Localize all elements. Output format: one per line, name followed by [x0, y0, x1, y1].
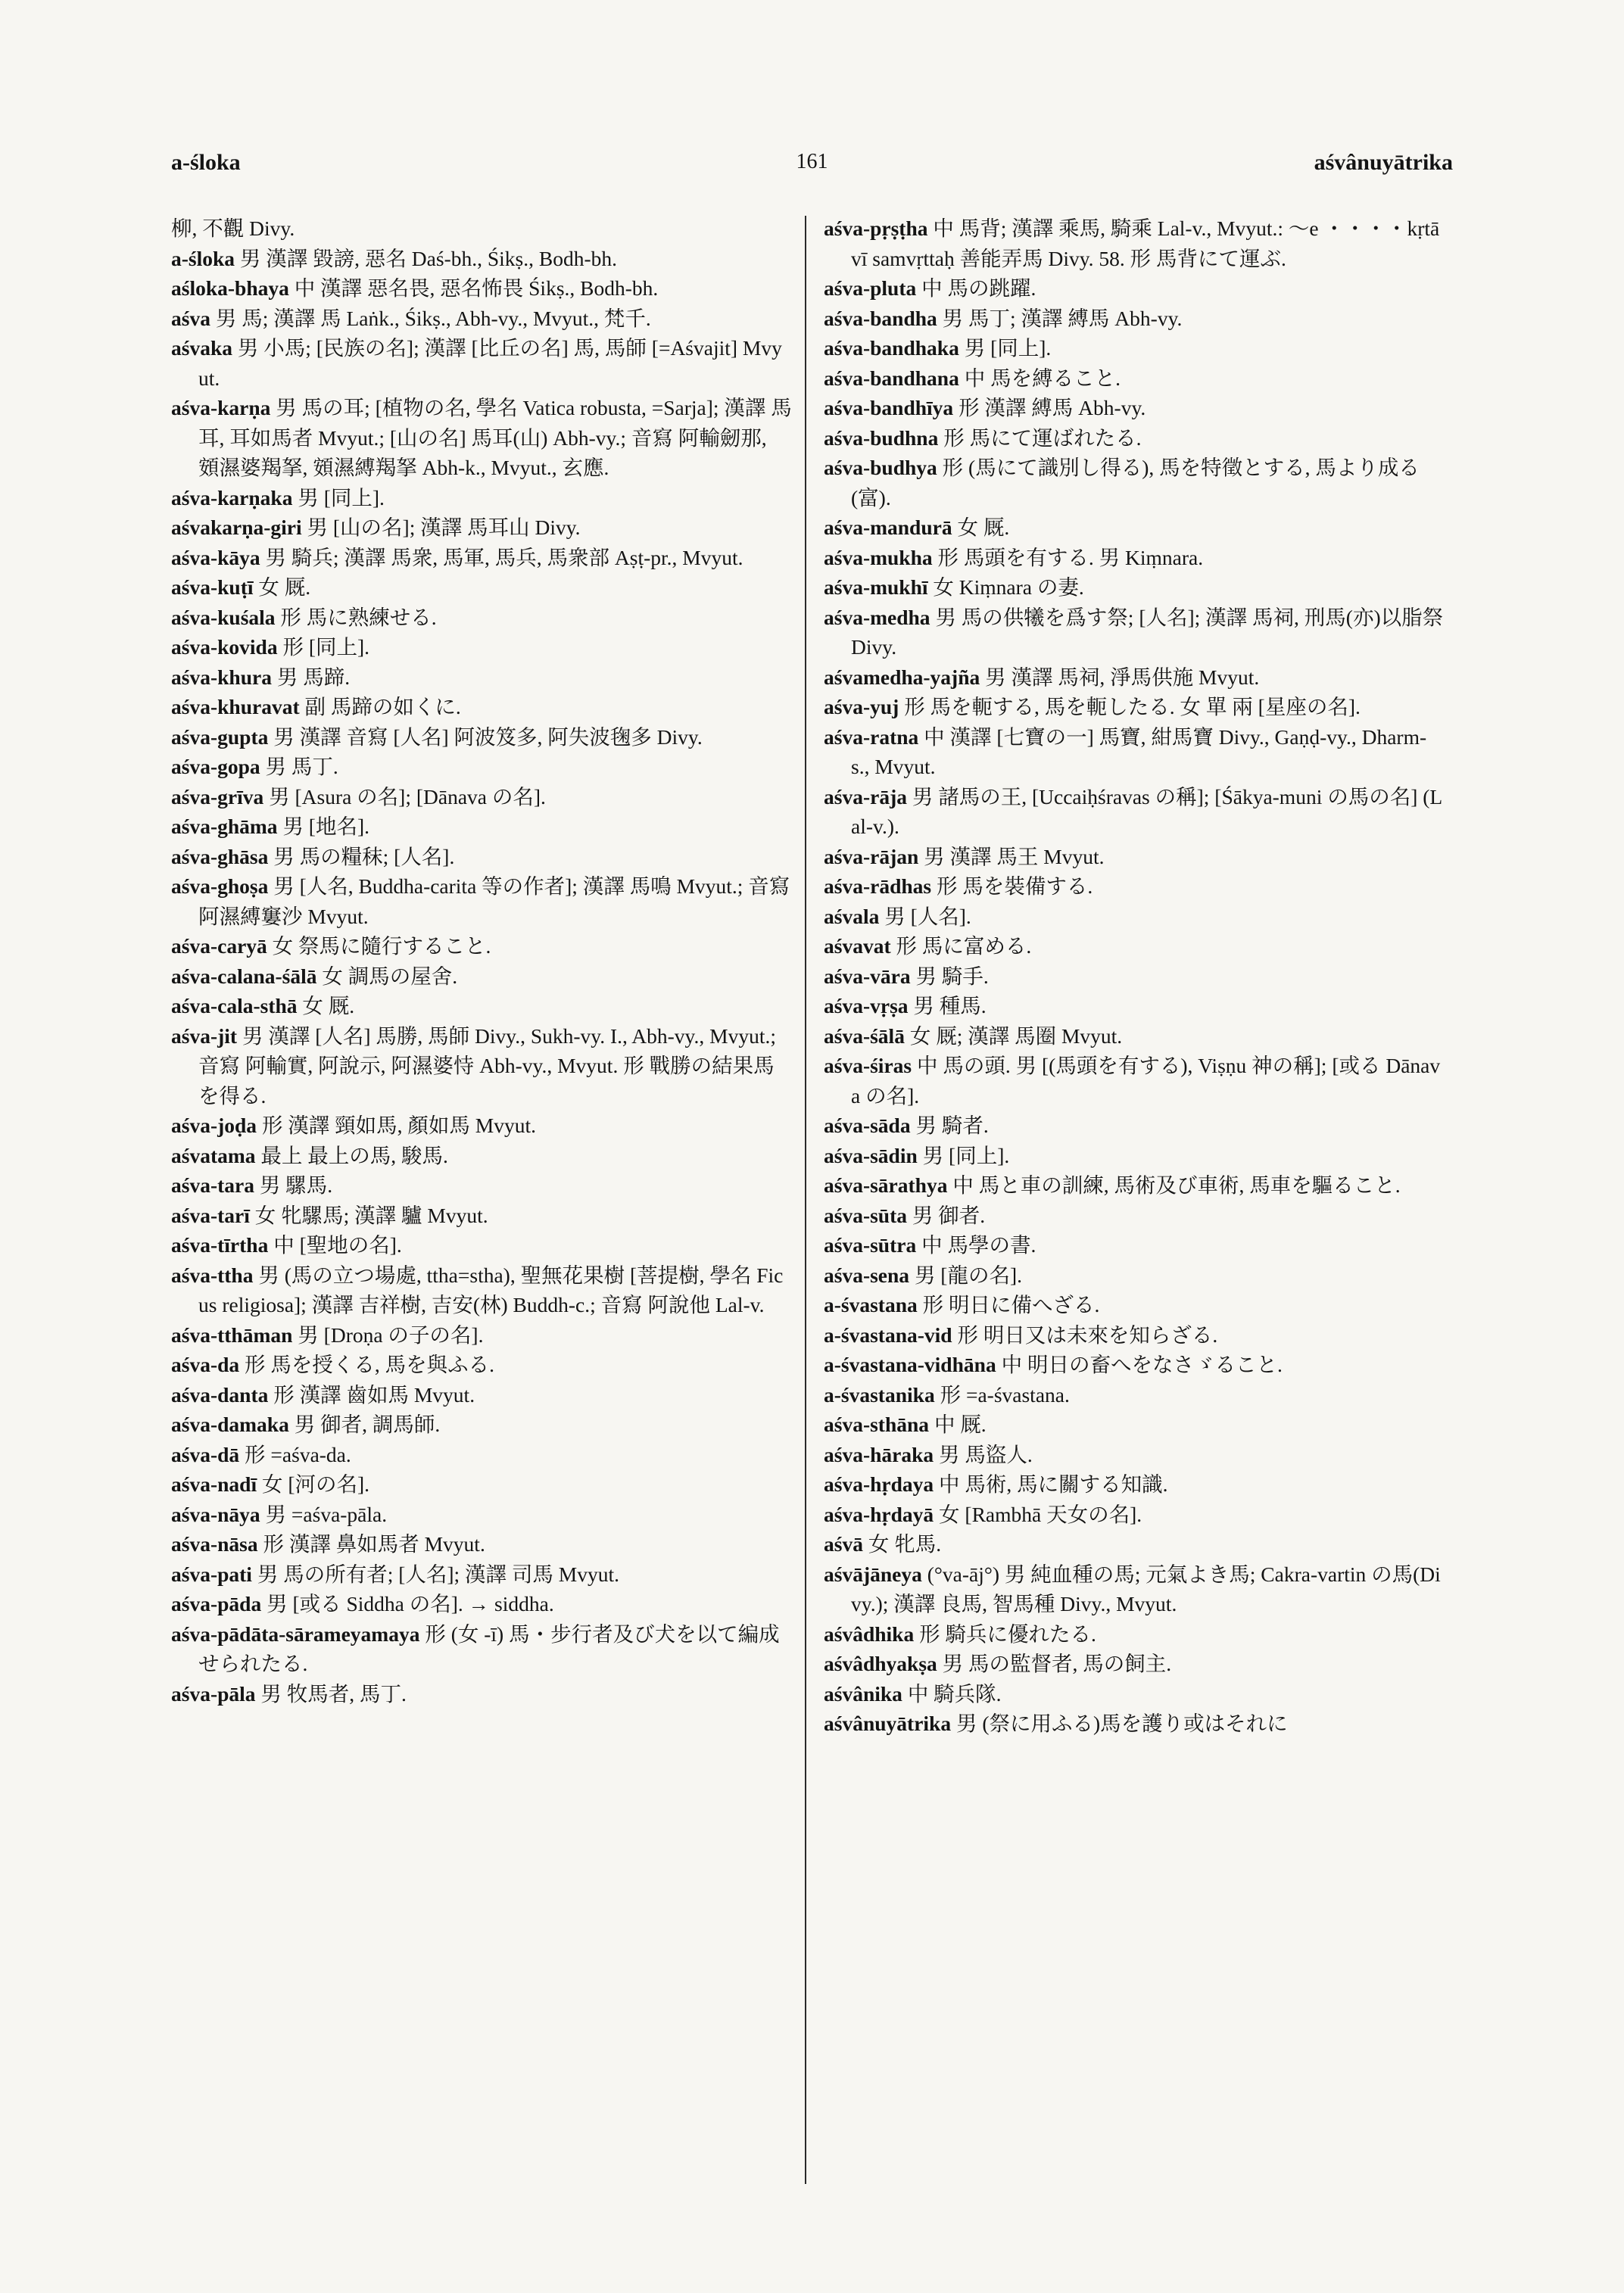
- definition: 男 騾馬.: [259, 1173, 333, 1197]
- headword: a-śvastana: [824, 1293, 918, 1316]
- headword: aśva-pāda: [171, 1592, 262, 1615]
- headword: aśva-rājan: [824, 844, 919, 868]
- dictionary-entry: [824, 453, 1445, 512]
- headword: aśva-nāsa: [171, 1532, 258, 1556]
- headword: aśva-sārathya: [824, 1173, 948, 1197]
- dictionary-entry: [824, 1440, 1445, 1470]
- definition: 男 [Asura の名]; [Dānava の名].: [269, 784, 546, 808]
- headword: aśvâdhyakṣa: [824, 1652, 937, 1675]
- headword: aśva: [171, 306, 210, 330]
- headword: aśva-bandhana: [824, 366, 959, 390]
- definition: 男 馬盜人.: [939, 1442, 1033, 1466]
- headword: aśvā: [824, 1532, 863, 1556]
- headword: aśva-hāraka: [824, 1442, 934, 1466]
- definition: 形 (馬にて識別し得る), 馬を特徵とする, 馬より成る(富).: [851, 456, 1420, 509]
- definition: 男 (馬の立つ場處, ttha=stha), 聖無花果樹 [菩提樹, 學名 Ficus religiosa]; 漢譯 吉祥樹, 吉安(林) Buddh-c.; 音寫 阿說他 Lal-v.: [198, 1263, 784, 1316]
- definition: 形 騎兵に優れたる.: [919, 1622, 1096, 1646]
- headword: aśva-kovida: [171, 635, 278, 659]
- headword: aśva-bandhaka: [824, 336, 959, 360]
- definition: 男 騎者.: [915, 1114, 989, 1137]
- headword: aśva-bandha: [824, 306, 937, 330]
- headword: aśva-sthāna: [824, 1413, 930, 1436]
- headword: aśva-vṛṣa: [824, 994, 909, 1017]
- definition: 男 漢譯 馬祠, 淨馬供施 Mvyut.: [985, 665, 1260, 689]
- dictionary-entry: [824, 1170, 1445, 1201]
- dictionary-entry: [171, 1170, 792, 1201]
- dictionary-entry: [824, 1649, 1445, 1679]
- dictionary-entry: [824, 1619, 1445, 1650]
- headword: aśloka-bhaya: [171, 276, 289, 300]
- definition: 男 馬の供犧を爲す祭; [人名]; 漢譯 馬祠, 刑馬(亦)以脂祭 Divy.: [851, 605, 1444, 659]
- dictionary-entry: [824, 1320, 1445, 1351]
- headword: aśva-hṛdaya: [824, 1472, 934, 1496]
- dictionary-entry: [824, 1021, 1445, 1051]
- definition: 中 馬學の書.: [921, 1233, 1036, 1257]
- dictionary-entry: [171, 1320, 792, 1351]
- definition: 形 [同上].: [282, 635, 370, 659]
- headword: aśva-ghāsa: [171, 844, 269, 868]
- definition: 男 御者, 調馬師.: [294, 1413, 441, 1436]
- definition: 形 馬を授くる, 馬を與ふる.: [245, 1353, 495, 1376]
- headword: aśvatama: [171, 1143, 256, 1167]
- definition: 男 諸馬の王, [Uccaiḥśravas の稱]; [Śākya-muni の馬の名] (Lal-v.).: [851, 784, 1443, 838]
- definition: 男 漢譯 [人名] 馬勝, 馬師 Divy., Sukh-vy. I., Abh-vy., Mvyut.; 音寫 阿輸實, 阿說示, 阿濕婆恃 Abh-vy., Mvyut. 形 戰勝の結果馬を得る.: [198, 1023, 777, 1108]
- dictionary-entry: [171, 931, 792, 961]
- headword: aśva-ttha: [171, 1263, 254, 1287]
- definition: 中 馬と車の訓練, 馬術及び車術, 馬車を驅ること.: [952, 1173, 1401, 1197]
- headword: aśva-budhna: [824, 425, 939, 450]
- dictionary-entry: [824, 662, 1445, 693]
- definition: 形 明日又は未來を知らざる.: [957, 1323, 1218, 1347]
- headword: aśva-nāya: [171, 1502, 260, 1526]
- dictionary-entry: [171, 632, 792, 662]
- headword: aśva-pati: [171, 1562, 252, 1586]
- headword: aśva-rādhas: [824, 874, 932, 898]
- dictionary-entry: [171, 273, 792, 304]
- dictionary-entry: [824, 213, 1445, 273]
- definition: 中 馬の跳躍.: [921, 276, 1036, 300]
- dictionary-entry: [824, 1350, 1445, 1380]
- dictionary-entry: [824, 572, 1445, 603]
- headword: a-śvastanika: [824, 1382, 935, 1407]
- dictionary-entry: [824, 871, 1445, 902]
- headword: aśva-danta: [171, 1382, 269, 1407]
- headword: aśvala: [824, 904, 880, 928]
- dictionary-entry: [171, 572, 792, 603]
- headword: aśva-kuṭī: [171, 575, 254, 599]
- definition: 男 馬丁.: [265, 755, 338, 778]
- dictionary-entry: [171, 213, 792, 244]
- headword: aśva-pāla: [171, 1681, 256, 1706]
- headword: aśva-śiras: [824, 1054, 912, 1077]
- headword: aśva-pādāta-sārameyamaya: [171, 1622, 420, 1646]
- headword: aśva-nadī: [171, 1472, 257, 1496]
- dictionary-entry: [171, 543, 792, 573]
- dictionary-entry: [171, 1230, 792, 1260]
- definition: 男 馬の糧秣; [人名].: [273, 844, 455, 868]
- left-column: [171, 213, 792, 1709]
- headword: aśva-tara: [171, 1173, 254, 1197]
- dictionary-entry: [171, 1469, 792, 1500]
- headword: aśva-tīrtha: [171, 1233, 269, 1257]
- headword: aśva-sūtra: [824, 1233, 917, 1257]
- headword: aśva-hṛdayā: [824, 1502, 934, 1526]
- definition: 男 騎手.: [915, 964, 989, 988]
- right-column: [824, 213, 1445, 1739]
- headword: aśva-mukha: [824, 545, 933, 569]
- dictionary-entry: [824, 1051, 1445, 1111]
- definition: 女 牝馬.: [868, 1532, 942, 1556]
- definition: 女 Kiṃnara の妻.: [933, 575, 1084, 599]
- headword: aśvakarṇa-giri: [171, 516, 302, 539]
- headword: aśva-damaka: [171, 1413, 289, 1436]
- headword: aśva-mandurā: [824, 516, 952, 539]
- dictionary-entry: [171, 603, 792, 633]
- dictionary-entry: [171, 722, 792, 752]
- headword: aśva-calana-śālā: [171, 964, 317, 988]
- definition: 形 =a-śvastana.: [940, 1382, 1070, 1407]
- definition: 男 [山の名]; 漢譯 馬耳山 Divy.: [307, 516, 581, 539]
- dictionary-entry: [824, 1469, 1445, 1500]
- headword: aśva-caryā: [171, 934, 267, 958]
- dictionary-entry: [824, 1141, 1445, 1171]
- dictionary-entry: [824, 363, 1445, 394]
- dictionary-entry: [824, 961, 1445, 992]
- definition: 形 漢譯 鼻如馬者 Mvyut.: [263, 1532, 485, 1556]
- headword: aśva-tthāman: [171, 1323, 293, 1347]
- dictionary-entry: [171, 812, 792, 842]
- headword: aśva-kāya: [171, 545, 260, 569]
- dictionary-entry: [171, 752, 792, 782]
- headword: aśva-pluta: [824, 276, 917, 300]
- dictionary-entry: [171, 692, 792, 722]
- definition: 女 調馬の屋舍.: [322, 964, 458, 988]
- definition: 男 [地名].: [282, 815, 370, 838]
- definition: 女 牝騾馬; 漢譯 驢 Mvyut.: [254, 1203, 488, 1227]
- dictionary-entry: [171, 1679, 792, 1709]
- dictionary-entry: [824, 1290, 1445, 1320]
- definition: 形 漢譯 頸如馬, 顏如馬 Mvyut.: [261, 1114, 537, 1137]
- headword: aśvavat: [824, 934, 891, 958]
- column-divider: [805, 216, 806, 2184]
- dictionary-entry: [824, 782, 1445, 842]
- dictionary-entry: [171, 662, 792, 693]
- dictionary-entry: [824, 393, 1445, 423]
- dictionary-entry: [171, 961, 792, 992]
- dictionary-entry: [824, 1201, 1445, 1231]
- headword: aśva-dā: [171, 1442, 240, 1466]
- dictionary-entry: [824, 1260, 1445, 1291]
- definition: 形 明日に備へざる.: [922, 1293, 1100, 1316]
- definition: 男 [Droṇa の子の名].: [298, 1323, 484, 1347]
- dictionary-entry: [824, 512, 1445, 543]
- headword: a-śvastana-vid: [824, 1323, 952, 1347]
- headword: a-śvastana-vidhāna: [824, 1353, 996, 1376]
- dictionary-entry: [824, 991, 1445, 1021]
- definition: 中 馬術, 馬に關する知識.: [939, 1472, 1168, 1496]
- definition: 男 漢譯 音寫 [人名] 阿波笈多, 阿失波毱多 Divy.: [273, 724, 703, 749]
- dictionary-entry: [171, 1201, 792, 1231]
- headword: aśva-karṇa: [171, 396, 271, 419]
- dictionary-entry: [171, 1141, 792, 1171]
- definition: 中 騎兵隊.: [907, 1681, 1002, 1706]
- headword: aśva-ratna: [824, 724, 919, 749]
- headword: aśva-grīva: [171, 784, 264, 808]
- headword: aśva-śālā: [824, 1023, 905, 1048]
- dictionary-entry: [824, 543, 1445, 573]
- dictionary-entry: [824, 603, 1445, 662]
- dictionary-entry: [171, 1589, 792, 1619]
- dictionary-entry: [171, 782, 792, 812]
- headword: aśvamedha-yajña: [824, 665, 980, 689]
- definition: 男 漢譯 馬王 Mvyut.: [924, 844, 1105, 868]
- headword: aśva-ghoṣa: [171, 874, 269, 898]
- headword: aśva-sūta: [824, 1203, 908, 1227]
- headword: aśva-sādin: [824, 1143, 918, 1167]
- dictionary-entry: [824, 1679, 1445, 1709]
- headword: aśva-khura: [171, 665, 272, 689]
- definition: 形 馬を裝備する.: [936, 874, 1093, 898]
- definition: 男 [人名, Buddha-carita 等の作者]; 漢譯 馬鳴 Mvyut.; 音寫 阿濕縛窶沙 Mvyut.: [198, 874, 790, 928]
- dictionary-entry: [171, 1260, 792, 1320]
- definition: 形 (女 -ī) 馬・步行者及び犬を以て編成せられたる.: [198, 1622, 780, 1675]
- dictionary-entry: [824, 1380, 1445, 1410]
- definition: 男 小馬; [民族の名]; 漢譯 [比丘の名] 馬, 馬師 [=Aśvajit] Mvyut.: [198, 336, 782, 390]
- headword: aśva-ghāma: [171, 815, 278, 838]
- headword: aśvânuyātrika: [824, 1712, 952, 1735]
- dictionary-entry: [171, 1529, 792, 1559]
- definition: 女 厩.: [258, 575, 311, 599]
- dictionary-entry: [824, 1500, 1445, 1530]
- definition: 男 種馬.: [913, 994, 987, 1017]
- definition: 女 厩.: [302, 994, 355, 1017]
- definition: 男 馬の耳; [植物の名, 學名 Vatica robusta, =Sarja]; 漢譯 馬耳, 耳如馬者 Mvyut.; [山の名] 馬耳(山) Abh-vy.; 音寫 阿輸劒那, 頞濕婆羯拏, 頞濕縛羯拏 Abh-k., Mvyut., 玄應.: [198, 396, 792, 479]
- definition: 男 [人名].: [884, 904, 971, 928]
- dictionary-entry: [171, 304, 792, 334]
- definition: 柳, 不觀 Divy.: [171, 217, 295, 240]
- definition: 女 [河の名].: [261, 1472, 370, 1496]
- headword: aśva-kuśala: [171, 605, 276, 629]
- definition: 形 馬頭を有する. 男 Kiṃnara.: [937, 545, 1204, 569]
- definition: 形 馬に富める.: [896, 934, 1032, 958]
- definition: 女 厩; 漢譯 馬圈 Mvyut.: [909, 1023, 1123, 1048]
- definition: 女 [Rambhā 天女の名].: [939, 1502, 1142, 1526]
- headword: aśva-sāda: [824, 1114, 911, 1137]
- headword: aśva-tarī: [171, 1203, 250, 1227]
- definition: (°va-āj°) 男 純血種の馬; 元氣よき馬; Cakra-vartin の馬(Divy.); 漢譯 良馬, 智馬種 Divy., Mvyut.: [851, 1562, 1441, 1615]
- dictionary-entry: [824, 902, 1445, 932]
- definition: 男 馬の所有者; [人名]; 漢譯 司馬 Mvyut.: [257, 1562, 620, 1586]
- definition: 中 明日の畜へをなさゞること.: [1001, 1353, 1283, 1376]
- dictionary-entry: [171, 1021, 792, 1111]
- dictionary-entry: [171, 1619, 792, 1679]
- headword: aśva-budhya: [824, 456, 937, 479]
- dictionary-entry: [171, 244, 792, 274]
- headword: aśvaka: [171, 336, 232, 360]
- headword: aśva-sena: [824, 1263, 910, 1287]
- definition: 男 漢譯 毀謗, 惡名 Daś-bh., Śikṣ., Bodh-bh.: [239, 246, 617, 270]
- dictionary-entry: [171, 991, 792, 1021]
- dictionary-entry: [824, 1559, 1445, 1619]
- definition: 男 馬丁; 漢譯 縛馬 Abh-vy.: [942, 306, 1183, 330]
- definition: 形 漢譯 齒如馬 Mvyut.: [273, 1382, 475, 1407]
- dictionary-entry: [824, 931, 1445, 961]
- headword: aśva-da: [171, 1353, 240, 1376]
- definition: 男 [同上].: [964, 336, 1052, 360]
- headword: aśva-mukhī: [824, 575, 928, 599]
- headword: a-śloka: [171, 246, 235, 270]
- dictionary-entry: [824, 842, 1445, 872]
- page-header: [171, 150, 1453, 186]
- definition: 形 馬にて運ばれたる.: [943, 425, 1142, 450]
- dictionary-entry: [171, 1410, 792, 1440]
- headword: aśva-medha: [824, 605, 930, 629]
- definition: 男 (祭に用ふる)馬を護り或はそれに: [955, 1712, 1288, 1735]
- dictionary-entry: [824, 423, 1445, 453]
- header-left-guide-word: a-śloka: [171, 150, 241, 175]
- dictionary-entry: [171, 1500, 792, 1530]
- definition: 女 祭馬に隨行すること.: [272, 934, 491, 958]
- dictionary-entry: [824, 692, 1445, 722]
- dictionary-entry: [824, 722, 1445, 782]
- dictionary-entry: [171, 1440, 792, 1470]
- dictionary-entry: [171, 871, 792, 931]
- headword: aśva-gopa: [171, 755, 260, 778]
- definition: 形 馬に熟練せる.: [280, 605, 437, 629]
- definition: 形 =aśva-da.: [245, 1442, 351, 1466]
- definition: 形 漢譯 縛馬 Abh-vy.: [959, 396, 1146, 419]
- definition: 中 厩.: [934, 1413, 987, 1436]
- dictionary-entry: [824, 1529, 1445, 1559]
- headword: aśva-vāra: [824, 964, 911, 988]
- definition: 最上 最上の馬, 駿馬.: [260, 1143, 448, 1167]
- dictionary-entry: [171, 333, 792, 393]
- definition: 女 厩.: [957, 516, 1010, 539]
- definition: 男 牧馬者, 馬丁.: [260, 1681, 407, 1706]
- headword: aśvâdhika: [824, 1622, 915, 1646]
- headword: aśvājāneya: [824, 1562, 922, 1586]
- dictionary-entry: [824, 1410, 1445, 1440]
- definition: 男 [同上].: [922, 1143, 1010, 1167]
- dictionary-entry: [171, 1111, 792, 1141]
- definition: 中 馬の頭. 男 [(馬頭を有する), Viṣṇu 神の稱]; [或る Dānava の名].: [851, 1054, 1441, 1108]
- dictionary-entry: [824, 1709, 1445, 1739]
- definition: 男 [同上].: [298, 485, 385, 509]
- definition: 副 馬蹄の如くに.: [304, 695, 461, 718]
- page-number: 161: [796, 150, 828, 173]
- definition: 男 [或る Siddha の名]. → siddha.: [267, 1592, 554, 1615]
- dictionary-entry: [824, 333, 1445, 363]
- headword: aśvânika: [824, 1681, 902, 1706]
- definition: 中 馬背; 漢譯 乘馬, 騎乘 Lal-v., Mvyut.: 〜e ・・・・kṛtāvī samvṛttaḥ 善能弄馬 Divy. 58. 形 馬背にて運ぶ.: [851, 217, 1440, 270]
- dictionary-entry: [824, 1230, 1445, 1260]
- dictionary-entry: [171, 1380, 792, 1410]
- definition: 形 馬を軛する, 馬を軛したる. 女 單 兩 [星座の名].: [904, 695, 1361, 718]
- definition: 男 御者.: [912, 1203, 986, 1227]
- definition: 男 騎兵; 漢譯 馬衆, 馬軍, 馬兵, 馬衆部 Aṣṭ-pr., Mvyut.: [265, 545, 743, 569]
- headword: aśva-khuravat: [171, 695, 300, 718]
- dictionary-entry: [824, 273, 1445, 304]
- definition: 男 馬; 漢譯 馬 Laṅk., Śikṣ., Abh-vy., Mvyut., 梵千.: [215, 306, 651, 330]
- header-right-guide-word: aśvânuyātrika: [1314, 150, 1453, 175]
- definition: 中 [聖地の名].: [273, 1233, 402, 1257]
- definition: 中 漢譯 惡名畏, 惡名怖畏 Śikṣ., Bodh-bh.: [294, 276, 659, 300]
- dictionary-entry: [824, 304, 1445, 334]
- headword: aśva-cala-sthā: [171, 994, 298, 1017]
- definition: 男 馬蹄.: [276, 665, 351, 689]
- dictionary-entry: [171, 393, 792, 483]
- headword: aśva-yuj: [824, 695, 899, 718]
- definition: 中 漢譯 [七寶の一] 馬寶, 紺馬寶 Divy., Gaṇḍ-vy., Dharm-s., Mvyut.: [851, 724, 1427, 778]
- definition: 男 [龍の名].: [914, 1263, 1023, 1287]
- definition: 男 馬の監督者, 馬の飼主.: [942, 1652, 1172, 1675]
- headword: aśva-karṇaka: [171, 485, 293, 509]
- definition: 中 馬を縛ること.: [964, 366, 1121, 390]
- headword: aśva-jit: [171, 1023, 238, 1048]
- headword: aśva-gupta: [171, 724, 269, 749]
- dictionary-entry: [171, 512, 792, 543]
- headword: aśva-pṛṣṭha: [824, 217, 928, 240]
- dictionary-entry: [824, 1111, 1445, 1141]
- headword: aśva-joḍa: [171, 1114, 257, 1137]
- headword: aśva-bandhīya: [824, 396, 954, 419]
- headword: aśva-rāja: [824, 784, 907, 808]
- dictionary-entry: [171, 483, 792, 513]
- dictionary-entry: [171, 1559, 792, 1590]
- dictionary-entry: [171, 1350, 792, 1380]
- definition: 男 =aśva-pāla.: [265, 1502, 388, 1526]
- dictionary-entry: [171, 842, 792, 872]
